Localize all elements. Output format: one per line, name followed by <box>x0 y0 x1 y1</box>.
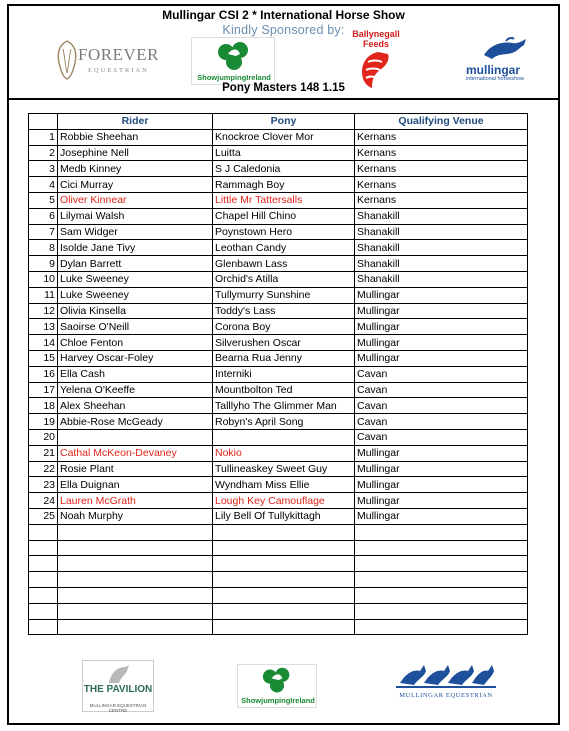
venue-cell: Kernans <box>355 129 528 145</box>
row-number <box>29 524 58 540</box>
row-number: 15 <box>29 350 58 366</box>
rider-cell: Harvey Oscar-Foley <box>58 350 213 366</box>
rider-cell: Sam Widger <box>58 224 213 240</box>
rider-cell: Abbie-Rose McGeady <box>58 414 213 430</box>
pony-cell: Lough Key Camouflage <box>213 493 355 509</box>
forever-wordmark: FOREVER <box>78 45 159 64</box>
rider-cell <box>58 556 213 572</box>
table-row <box>29 256 528 272</box>
pony-cell <box>213 572 355 588</box>
sponsored-label: Kindly Sponsored by: <box>222 23 345 37</box>
table-row <box>29 161 528 177</box>
venue-cell: Shanakill <box>355 240 528 256</box>
pony-cell: Interniki <box>213 366 355 382</box>
pony-cell: Leothan Candy <box>213 240 355 256</box>
row-number: 7 <box>29 224 58 240</box>
venue-cell: Cavan <box>355 382 528 398</box>
row-number: 5 <box>29 192 58 208</box>
table-row <box>29 508 528 524</box>
row-number: 14 <box>29 335 58 351</box>
table-row <box>29 382 528 398</box>
table-row <box>29 366 528 382</box>
rider-cell: Alex Sheehan <box>58 398 213 414</box>
venue-cell: Shanakill <box>355 271 528 287</box>
venue-cell: Mullingar <box>355 303 528 319</box>
table-row <box>29 319 528 335</box>
sji-wordmark: ShowjumpingIreland <box>197 73 271 82</box>
row-number <box>29 556 58 572</box>
table-row <box>29 445 528 461</box>
table-row <box>29 524 528 540</box>
venue-cell: Kernans <box>355 161 528 177</box>
forever-subtitle: EQUESTRIAN <box>88 67 149 74</box>
row-number: 3 <box>29 161 58 177</box>
rider-cell: Medb Kinney <box>58 161 213 177</box>
pony-cell: S J Caledonia <box>213 161 355 177</box>
venue-cell: Mullingar <box>355 477 528 493</box>
mullingar-wordmark: mullingar <box>466 63 521 77</box>
pony-cell <box>213 429 355 445</box>
pony-cell <box>213 540 355 556</box>
venue-cell: Cavan <box>355 414 528 430</box>
table-row <box>29 287 528 303</box>
pony-cell: Mountbolton Ted <box>213 382 355 398</box>
pony-cell: Robyn's April Song <box>213 414 355 430</box>
table-row <box>29 587 528 603</box>
table-header-row <box>29 114 528 130</box>
pony-cell <box>213 556 355 572</box>
venue-cell: Mullingar <box>355 493 528 509</box>
row-number: 11 <box>29 287 58 303</box>
rider-cell: Lilymai Walsh <box>58 208 213 224</box>
rider-cell: Luke Sweeney <box>58 287 213 303</box>
showjumping-ireland-footer-logo <box>237 664 317 708</box>
pony-cell <box>213 587 355 603</box>
row-number <box>29 619 58 635</box>
venue-cell: Mullingar <box>355 445 528 461</box>
rider-cell <box>58 587 213 603</box>
pony-cell <box>213 619 355 635</box>
venue-cell: Cavan <box>355 429 528 445</box>
row-number: 2 <box>29 145 58 161</box>
shamrock-horse-icon <box>214 40 254 74</box>
results-table <box>28 113 528 635</box>
venue-cell: Shanakill <box>355 208 528 224</box>
venue-cell: Mullingar <box>355 508 528 524</box>
table-row <box>29 619 528 635</box>
rider-cell: Luke Sweeney <box>58 271 213 287</box>
pony-cell: Silverushen Oscar <box>213 335 355 351</box>
rider-cell: Ella Duignan <box>58 477 213 493</box>
row-number: 1 <box>29 129 58 145</box>
rider-cell: Noah Murphy <box>58 508 213 524</box>
horse-head-icon <box>54 39 80 81</box>
table-row <box>29 145 528 161</box>
venue-cell: Shanakill <box>355 256 528 272</box>
col-header-venue: Qualifying Venue <box>355 114 528 130</box>
rider-cell: Robbie Sheehan <box>58 129 213 145</box>
table-row <box>29 335 528 351</box>
row-number: 20 <box>29 429 58 445</box>
mullingar-subtitle: international horseshow <box>466 76 525 82</box>
rider-cell: Lauren McGrath <box>58 493 213 509</box>
rider-cell: Chloe Fenton <box>58 335 213 351</box>
table-row <box>29 603 528 619</box>
venue-cell: Cavan <box>355 366 528 382</box>
venue-cell <box>355 556 528 572</box>
pavilion-wordmark: THE PAVILION <box>83 684 153 695</box>
pony-cell: Tullineaskey Sweet Guy <box>213 461 355 477</box>
row-number: 19 <box>29 414 58 430</box>
venue-cell: Mullingar <box>355 350 528 366</box>
row-number: 18 <box>29 398 58 414</box>
table-row <box>29 240 528 256</box>
table-row <box>29 572 528 588</box>
header <box>9 6 558 100</box>
pavilion-subtitle: MULLINGAR EQUESTRIAN CENTRE <box>89 703 147 713</box>
pony-cell: Talllyho The Glimmer Man <box>213 398 355 414</box>
venue-cell <box>355 603 528 619</box>
row-number: 8 <box>29 240 58 256</box>
rider-cell <box>58 572 213 588</box>
col-header-pony: Pony <box>213 114 355 130</box>
mullingar-equestrian-logo <box>395 659 497 703</box>
pony-cell <box>213 603 355 619</box>
page-title: Mullingar CSI 2 * International Horse Show <box>162 8 405 22</box>
row-number: 4 <box>29 177 58 193</box>
shamrock-horse-icon <box>258 666 296 696</box>
row-number: 21 <box>29 445 58 461</box>
table-row <box>29 477 528 493</box>
pavilion-logo <box>82 660 154 712</box>
pony-cell: Nokio <box>213 445 355 461</box>
class-name: Pony Masters 148 1.15 <box>222 82 345 94</box>
table-row <box>29 350 528 366</box>
rider-cell: Rosie Plant <box>58 461 213 477</box>
row-number <box>29 540 58 556</box>
table-body <box>29 129 528 635</box>
rider-cell: Ella Cash <box>58 366 213 382</box>
venue-cell: Kernans <box>355 177 528 193</box>
row-number: 13 <box>29 319 58 335</box>
pony-cell: Glenbawn Lass <box>213 256 355 272</box>
showjumping-ireland-logo <box>191 37 275 85</box>
rider-cell: Yelena O'Keeffe <box>58 382 213 398</box>
venue-cell: Kernans <box>355 145 528 161</box>
rider-cell: Dylan Barrett <box>58 256 213 272</box>
pony-cell: Chapel Hill Chino <box>213 208 355 224</box>
col-header-rider: Rider <box>58 114 213 130</box>
pony-cell: Lily Bell Of Tullykittagh <box>213 508 355 524</box>
table-row <box>29 414 528 430</box>
ballynegall-wordmark: Ballynegall Feeds <box>352 29 400 49</box>
pony-cell: Corona Boy <box>213 319 355 335</box>
table-row <box>29 303 528 319</box>
rider-cell <box>58 619 213 635</box>
row-number <box>29 572 58 588</box>
venue-cell: Mullingar <box>355 461 528 477</box>
venue-cell: Shanakill <box>355 224 528 240</box>
row-number <box>29 603 58 619</box>
row-number: 9 <box>29 256 58 272</box>
pony-cell <box>213 524 355 540</box>
table-row <box>29 129 528 145</box>
col-header-number <box>29 114 58 130</box>
mullingar-equestrian-wordmark: MULLINGAR EQUESTRIAN <box>399 692 493 699</box>
horse-head-icon <box>103 663 133 685</box>
forever-equestrian-logo <box>54 37 159 83</box>
table-row <box>29 493 528 509</box>
row-number: 10 <box>29 271 58 287</box>
pony-cell: Rammagh Boy <box>213 177 355 193</box>
pony-cell: Poynstown Hero <box>213 224 355 240</box>
rider-cell <box>58 603 213 619</box>
pony-cell: Tullymurry Sunshine <box>213 287 355 303</box>
sji-footer-wordmark: ShowjumpingIreland <box>241 696 315 705</box>
rider-cell: Saoirse O'Neill <box>58 319 213 335</box>
pony-cell: Wyndham Miss Ellie <box>213 477 355 493</box>
mullingar-horseshow-logo <box>462 37 548 85</box>
rider-cell: Oliver Kinnear <box>58 192 213 208</box>
table-row <box>29 398 528 414</box>
rider-cell <box>58 524 213 540</box>
pony-cell: Orchid's Atilla <box>213 271 355 287</box>
row-number: 22 <box>29 461 58 477</box>
rider-cell: Cici Murray <box>58 177 213 193</box>
table-row <box>29 429 528 445</box>
venue-cell: Mullingar <box>355 287 528 303</box>
table-row <box>29 208 528 224</box>
rider-cell: Olivia Kinsella <box>58 303 213 319</box>
pony-cell: Little Mr Tattersalls <box>213 192 355 208</box>
venue-cell: Cavan <box>355 398 528 414</box>
row-number: 17 <box>29 382 58 398</box>
venue-cell <box>355 540 528 556</box>
pony-cell: Luitta <box>213 145 355 161</box>
table-row <box>29 177 528 193</box>
row-number: 25 <box>29 508 58 524</box>
table-row <box>29 271 528 287</box>
table-row <box>29 192 528 208</box>
row-number: 16 <box>29 366 58 382</box>
table-row <box>29 556 528 572</box>
row-number <box>29 587 58 603</box>
venue-cell <box>355 619 528 635</box>
row-number: 24 <box>29 493 58 509</box>
row-number: 23 <box>29 477 58 493</box>
row-number: 6 <box>29 208 58 224</box>
rider-cell: Josephine Nell <box>58 145 213 161</box>
venue-cell <box>355 572 528 588</box>
pony-cell: Bearna Rua Jenny <box>213 350 355 366</box>
table-row <box>29 540 528 556</box>
rider-cell: Cathal McKeon-Devaney <box>58 445 213 461</box>
venue-cell <box>355 524 528 540</box>
rider-cell <box>58 540 213 556</box>
venue-cell <box>355 587 528 603</box>
venue-cell: Kernans <box>355 192 528 208</box>
venue-cell: Mullingar <box>355 335 528 351</box>
pony-cell: Toddy's Lass <box>213 303 355 319</box>
pony-cell: Knockroe Clover Mor <box>213 129 355 145</box>
venue-cell: Mullingar <box>355 319 528 335</box>
table-row <box>29 461 528 477</box>
rider-cell: Isolde Jane Tivy <box>58 240 213 256</box>
jumping-horse-icon <box>476 37 536 63</box>
row-number: 12 <box>29 303 58 319</box>
table-row <box>29 224 528 240</box>
rider-cell <box>58 429 213 445</box>
horses-icon <box>396 659 496 689</box>
